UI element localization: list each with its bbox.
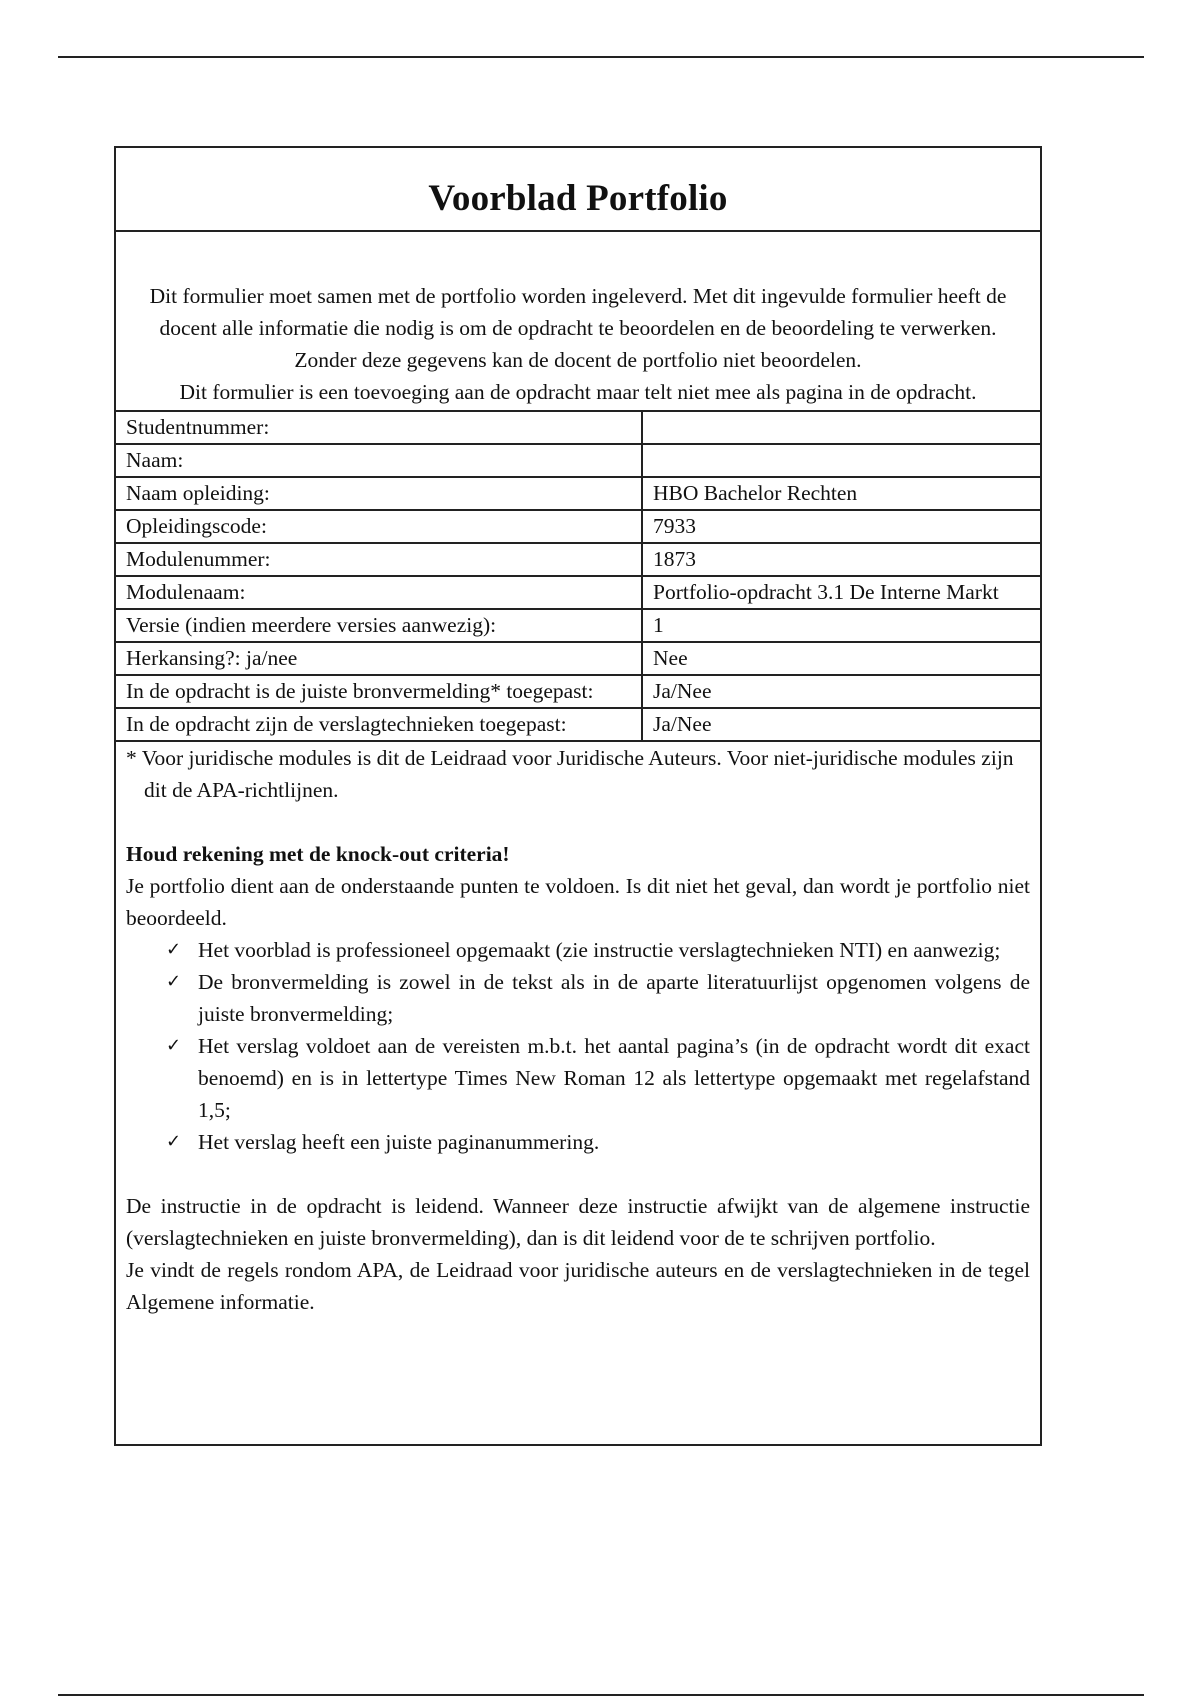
field-row-modulenummer — [116, 543, 1040, 576]
intro-section — [116, 232, 1040, 410]
intro-paragraph: Dit formulier moet samen met de portfolio worden ingeleverd. Met dit ingevulde formulier heeft de docent alle informatie die nodig is om de opdracht te beoordelen en de beoordeling te verwerken. Zonder deze gegevens kan de docent de portfolio niet beoordelen. — [149, 284, 1007, 372]
notes-section — [116, 740, 1040, 1318]
program-name-value: HBO Bachelor Rechten — [642, 477, 1040, 510]
intro-note: Dit formulier is een toevoeging aan de opdracht maar telt niet mee als pagina in de opdracht. — [179, 380, 977, 404]
field-label: Herkansing?: ja/nee — [116, 642, 642, 675]
footnote: * Voor juridische modules is dit de Leidraad voor Juridische Auteurs. Voor niet-juridische modules zijn dit de APA-richtlijnen. — [126, 746, 1014, 802]
report-techniques-value: Ja/Nee — [642, 708, 1040, 740]
module-name-text: Portfolio-opdracht 3.1 De Interne Markt — [653, 580, 999, 604]
check-icon: ✓ — [166, 939, 182, 960]
program-code-value: 7933 — [642, 510, 1040, 543]
criterion-text: Het verslag heeft een juiste paginanummering. — [198, 1130, 600, 1154]
criterion-text: Het voorblad is professioneel opgemaakt (zie instructie verslagtechnieken NTI) en aanwezig; — [198, 938, 1001, 962]
version-value: 1 — [642, 609, 1040, 642]
list-item — [166, 1126, 1030, 1158]
field-label: Modulenaam: — [116, 576, 642, 609]
field-row-naam — [116, 444, 1040, 477]
field-label: In de opdracht is de juiste bronvermelding* toegepast: — [116, 675, 642, 708]
check-icon: ✓ — [166, 1035, 182, 1056]
student-number-field[interactable] — [642, 411, 1040, 444]
field-label: Opleidingscode: — [116, 510, 642, 543]
field-row-versie — [116, 609, 1040, 642]
check-icon: ✓ — [166, 1131, 182, 1152]
list-item — [166, 966, 1030, 1030]
field-row-bronvermelding — [116, 675, 1040, 708]
field-label: Naam opleiding: — [116, 477, 642, 510]
check-icon: ✓ — [166, 971, 182, 992]
field-row-opleiding — [116, 477, 1040, 510]
field-label: Studentnummer: — [116, 411, 642, 444]
fields-table — [116, 410, 1040, 740]
field-label: Naam: — [116, 444, 642, 477]
closing-note: Je vindt de regels rondom APA, de Leidraad voor juridische auteurs en de verslagtechnieken in de tegel Algemene informatie. — [126, 1258, 1030, 1314]
module-number-value: 1873 — [642, 543, 1040, 576]
field-row-verslagtechnieken — [116, 708, 1040, 740]
field-label: Modulenummer: — [116, 543, 642, 576]
closing-paragraph: De instructie in de opdracht is leidend. Wanneer deze instructie afwijkt van de algemene instructie (verslagtechnieken en juiste bronvermelding), dan is dit leidend voor de te schrijven portfolio. — [126, 1194, 1030, 1250]
criterion-text: De bronvermelding is zowel in de tekst als in de aparte literatuurlijst opgenomen volgens de juiste bronvermelding; — [198, 970, 1030, 1026]
page-footer-rule — [58, 1694, 1144, 1696]
title-row — [116, 148, 1040, 232]
page-title: Voorblad Portfolio — [428, 177, 728, 219]
field-row-herkansing — [116, 642, 1040, 675]
criterion-text: Het verslag voldoet aan de vereisten m.b.t. het aantal pagina’s (in de opdracht wordt dit exact benoemd) en is in lettertype Times New Roman 12 als lettertype opgemaakt met regelafstand 1,5; — [198, 1034, 1030, 1122]
knockout-heading: Houd rekening met de knock-out criteria! — [126, 842, 510, 866]
module-name-value — [642, 576, 1040, 609]
field-row-opleidingscode — [116, 510, 1040, 543]
cover-form — [114, 146, 1042, 1446]
list-item — [166, 934, 1030, 966]
page-header-rule — [58, 56, 1144, 58]
resit-value: Nee — [642, 642, 1040, 675]
citation-value: Ja/Nee — [642, 675, 1040, 708]
field-row-studentnummer — [116, 411, 1040, 444]
field-label: In de opdracht zijn de verslagtechnieken toegepast: — [116, 708, 642, 740]
name-field[interactable] — [642, 444, 1040, 477]
criteria-list — [126, 934, 1030, 1158]
knockout-intro: Je portfolio dient aan de onderstaande punten te voldoen. Is dit niet het geval, dan wordt je portfolio niet beoordeeld. — [126, 874, 1030, 930]
spacer — [126, 1158, 1030, 1190]
list-item — [166, 1030, 1030, 1126]
field-label: Versie (indien meerdere versies aanwezig): — [116, 609, 642, 642]
field-row-modulenaam — [116, 576, 1040, 609]
